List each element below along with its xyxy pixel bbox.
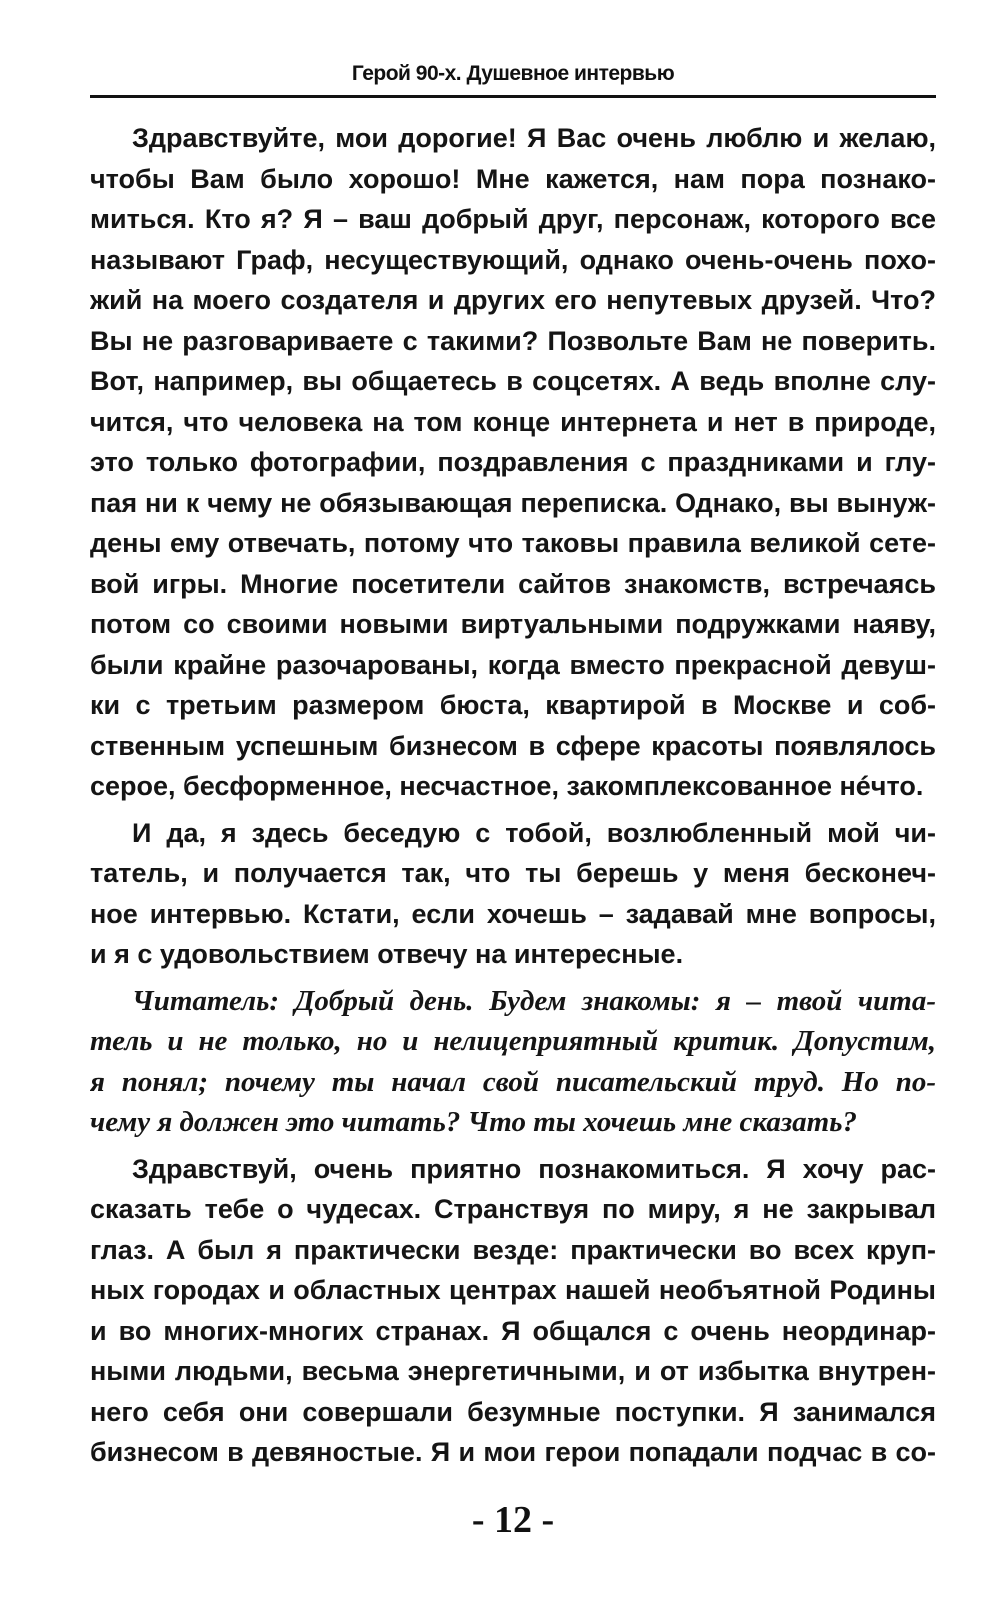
text-line: и во многих-многих странах. Я общался с очень неординар- <box>90 1315 936 1346</box>
text-line: это только фотографии, поздравления с праздниками и глу- <box>90 447 936 477</box>
text-line: бизнесом в девяностые. Я и мои герои попадали подчас в со- <box>90 1437 936 1467</box>
text-line: дены ему отвечать, потому что таковы правила великой сете- <box>90 528 936 558</box>
running-header: Герой 90-х. Душевное интервью <box>351 62 675 85</box>
header-rule <box>90 95 936 98</box>
text-line: ки с третьим размером бюста, квартирой в Москве и соб- <box>90 690 936 720</box>
page-number: - 12 - <box>471 1499 555 1541</box>
text-line: называют Граф, несуществующий, однако очень-очень похо- <box>90 244 936 275</box>
text-line: Вот, например, вы общаетесь в соцсетях. А ведь вполне слу- <box>90 366 936 396</box>
text-line: и я с удовольствием отвечу на интересные. <box>90 939 684 969</box>
text-line: глаз. А был я практически везде: практически во всех круп- <box>90 1234 936 1265</box>
text-line: вой игры. Многие посетители сайтов знакомств, встречаясь <box>90 568 936 599</box>
text-line: Здравствуйте, мои дорогие! Я Вас очень люблю и желаю, <box>132 123 936 153</box>
text-line: ное интервью. Кстати, если хочешь – задавай мне вопросы, <box>90 898 936 929</box>
reader-question <box>90 981 936 1143</box>
text-line: Вы не разговариваете с такими? Позвольте Вам не поверить. <box>90 325 936 356</box>
text-line: ных городах и областных центрах нашей необъятной Родины <box>90 1275 936 1305</box>
text-line: были крайне разочарованы, когда вместо прекрасной девуш- <box>90 649 936 680</box>
text-line: чтобы Вам было хорошо! Мне кажется, нам пора познако- <box>90 163 936 194</box>
text-line: ственным успешным бизнесом в сфере красоты появлялось <box>90 730 936 761</box>
text-line: жий на моего создателя и других его непутевых друзей. Что? <box>90 285 936 315</box>
text-line: татель, и получается так, что ты берешь у меня бесконеч- <box>90 858 936 888</box>
text-line: него себя они совершали безумные поступки. Я занимался <box>90 1396 936 1427</box>
text-line: серое, бесформенное, несчастное, закомплексованное нéчто. <box>90 771 924 801</box>
text-line: пая ни к чему не обязывающая переписка. Однако, вы вынуж- <box>90 487 936 518</box>
text-line: потом со своими новыми виртуальными подружками наяву, <box>90 609 936 639</box>
paragraph-2 <box>90 813 936 975</box>
text-line: И да, я здесь беседую с тобой, возлюбленный мой чи- <box>132 817 936 848</box>
text-line: миться. Кто я? Я – ваш добрый друг, персонаж, которого все <box>90 204 936 234</box>
text-line: Здравствуй, очень приятно познакомиться. Я хочу рас- <box>132 1153 936 1184</box>
paragraph-4 <box>90 1149 936 1473</box>
body-text <box>90 118 936 1479</box>
text-line: чится, что человека на том конце интернета и нет в природе, <box>90 406 936 437</box>
text-line: тель и не только, но и нелицеприятный критик. Допустим, <box>90 1025 936 1057</box>
text-line: я понял; почему ты начал свой писательский труд. Но по- <box>90 1065 936 1098</box>
text-line: ными людьми, весьма энергетичными, и от избытка внутрен- <box>90 1356 936 1386</box>
text-line: чему я должен это читать? Что ты хочешь мне сказать? <box>90 1106 857 1138</box>
text-line: сказать тебе о чудесах. Странствуя по миру, я не закрывал <box>90 1194 936 1224</box>
text-line: Читатель: Добрый день. Будем знакомы: я – твой чита- <box>132 984 936 1017</box>
paragraph-1 <box>90 118 936 807</box>
